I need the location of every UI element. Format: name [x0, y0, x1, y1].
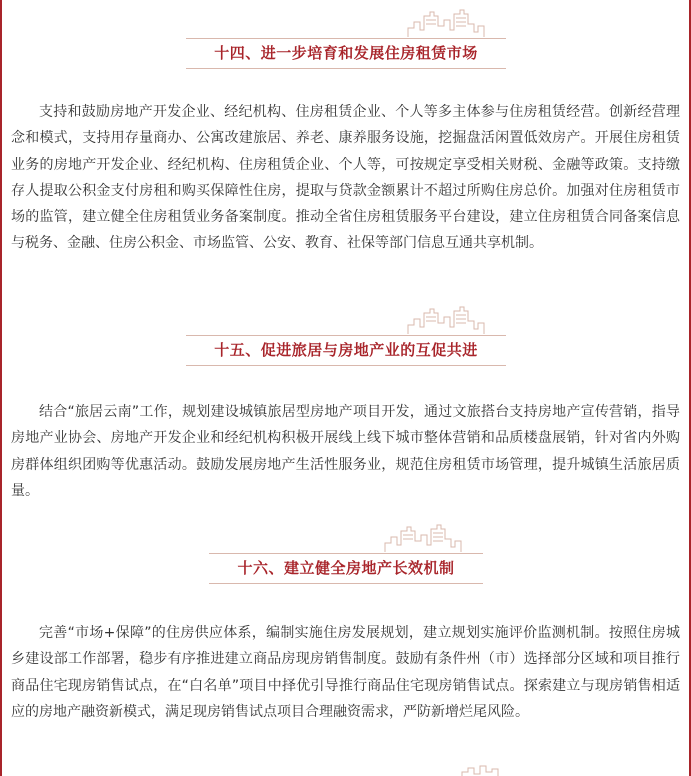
- section-title: 十五、促进旅居与房地产业的互促共进: [214, 341, 478, 359]
- section-title: 十四、进一步培育和发展住房租赁市场: [214, 44, 478, 62]
- section-paragraph-16: 完善“市场+保障”的住房供应体系，编制实施住房发展规划，建立规划实施评价监测机制。按照住房城乡建设部工作部署，稳步有序推进建立商品房现房销售制度。鼓励有条件州（市）选择部分区域和项目推行商品住宅现房销售试点，在“白名单”项目中择优引导推行商品住宅现房销售试点。探索建立与现房销售相适应的房地产融资新模式，满足现房销售试点项目合理融资需求，严防新增烂尾风险。: [11, 625, 680, 720]
- heading-rule-top: [186, 335, 506, 336]
- heading-rule-bottom: [186, 365, 506, 366]
- section-paragraph-14: 支持和鼓励房地产开发企业、经纪机构、住房租赁企业、个人等多主体参与住房租赁经营。创新经营理念和模式，支持用存量商办、公寓改建旅居、养老、康养服务设施，挖掘盘活闲置低效房产。开展住房租赁业务的房地产开发企业、经纪机构、住房租赁企业、个人等，可按规定享受相关财税、金融等政策。支持缴存人提取公积金支付房租和购买保障性住房，提取与贷款金额累计不超过所购住房总价。加强对住房租赁市场的监管，建立健全住房租赁业务备案制度。推动全省住房租赁服务平台建设，建立住房租赁合同备案信息与税务、金融、住房公积金、市场监管、公安、教育、社保等部门信息互通共享机制。: [11, 104, 680, 252]
- heading-rule-bottom: [209, 583, 483, 584]
- section-heading-16: [0, 523, 691, 583]
- section-heading-14: [0, 8, 691, 68]
- city-skyline-icon: [406, 305, 486, 335]
- heading-rule-top: [209, 553, 483, 554]
- section-paragraph-15: 结合“旅居云南”工作，规划建设城镇旅居型房地产项目开发，通过文旅搭台支持房地产宣传营销，指导房地产业协会、房地产开发企业和经纪机构积极开展线上线下城市整体营销和品质楼盘展销，针对省内外购房群体组织团购等优惠活动。鼓励发展房地产生活性服务业，规范住房租赁市场管理，提升城镇生活旅居质量。: [11, 404, 680, 499]
- city-skyline-icon: [406, 8, 486, 38]
- section-title: 十六、建立健全房地产长效机制: [237, 559, 455, 577]
- heading-rule-top: [186, 38, 506, 39]
- heading-rule-bottom: [186, 68, 506, 69]
- page-border-left: [0, 0, 2, 776]
- city-skyline-icon: [383, 523, 463, 553]
- city-skyline-icon: [460, 764, 520, 776]
- section-heading-15: [0, 305, 691, 365]
